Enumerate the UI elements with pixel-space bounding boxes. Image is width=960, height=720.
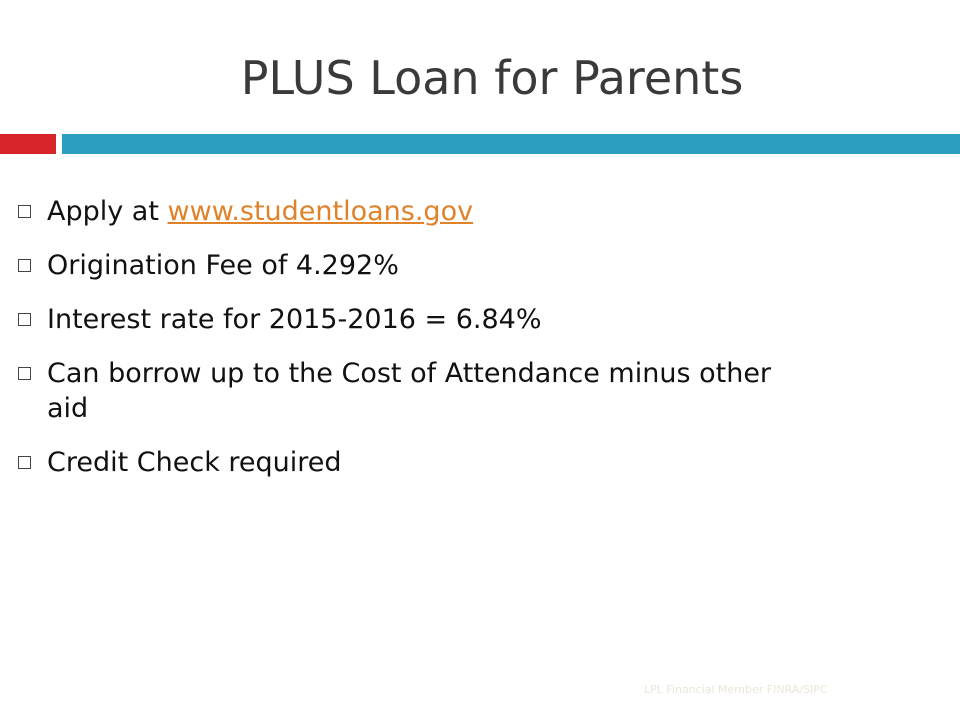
square-bullet-icon xyxy=(18,313,31,326)
slide-title: PLUS Loan for Parents xyxy=(240,51,744,105)
bullet-item-borrow-limit xyxy=(18,356,807,426)
square-bullet-icon xyxy=(18,205,31,218)
bullet-text-interest-rate: Interest rate for 2015-2016 = 6.84% xyxy=(47,304,542,335)
bullet-item-interest-rate xyxy=(18,302,818,337)
studentloans-link[interactable]: www.studentloans.gov xyxy=(167,196,474,227)
accent-bar-blue xyxy=(62,134,960,154)
square-bullet-icon xyxy=(18,259,31,272)
footer-disclaimer: LPL Financial Member FINRA/SIPC xyxy=(644,683,828,696)
bullet-text-apply: Apply at xyxy=(47,196,168,227)
accent-bar-red xyxy=(0,134,56,154)
bullet-item-apply xyxy=(18,194,818,229)
square-bullet-icon xyxy=(18,367,31,380)
bullet-text-borrow-limit: Can borrow up to the Cost of Attendance minus other aid xyxy=(47,358,772,424)
bullet-text-credit-check: Credit Check required xyxy=(47,447,342,478)
square-bullet-icon xyxy=(18,456,31,469)
bullet-list xyxy=(18,194,818,499)
bullet-item-origination-fee xyxy=(18,248,818,283)
bullet-text-origination-fee: Origination Fee of 4.292% xyxy=(47,250,399,281)
bullet-item-credit-check xyxy=(18,445,818,480)
